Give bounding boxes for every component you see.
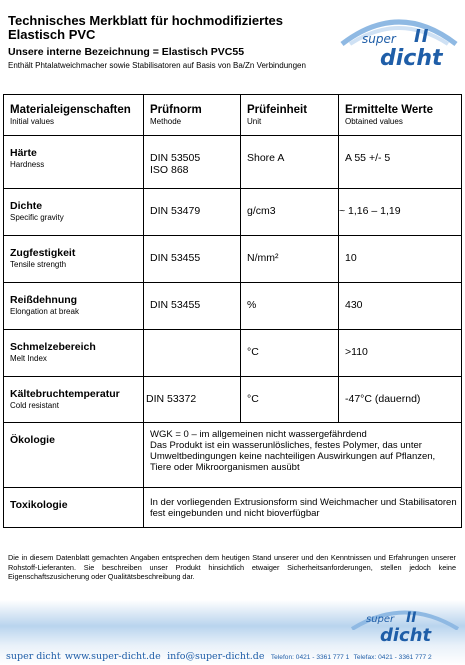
column-header: Ermittelte Werte Obtained values	[339, 95, 462, 136]
footer-email-link[interactable]: info@super-dicht.de	[167, 651, 265, 662]
property-cell: Kältebruchtemperatur Cold resistant	[4, 377, 144, 423]
value-cell: A 55 +/- 5	[339, 136, 462, 189]
table-row-toxikologie	[4, 488, 462, 528]
table-header-row	[4, 95, 462, 136]
logo-bars: II	[414, 26, 430, 47]
norm-cell: DIN 53455	[144, 283, 241, 330]
internal-designation: Unsere interne Bezeichnung = Elastisch PVC55	[8, 46, 245, 58]
norm-cell	[144, 330, 241, 377]
property-cell: Reißdehnung Elongation at break	[4, 283, 144, 330]
property-cell: Ökologie	[4, 423, 144, 488]
table-row	[4, 136, 462, 189]
logo-arc-icon	[340, 6, 458, 46]
norm-cell: DIN 53505 ISO 868	[144, 136, 241, 189]
footer-contact	[6, 651, 462, 662]
document-title: Technisches Merkblatt für hochmodifiziertes Elastisch PVC	[8, 13, 283, 42]
table-row	[4, 377, 462, 423]
super-dicht-logo	[340, 6, 458, 76]
property-cell: Schmelzebereich Melt Index	[4, 330, 144, 377]
unit-cell: °C	[241, 377, 339, 423]
logo-word-super: super	[362, 32, 396, 46]
norm-cell: DIN 53455	[144, 236, 241, 283]
logo-word-dicht: dicht	[380, 46, 443, 71]
properties-table	[3, 94, 462, 528]
oekologie-text-cell	[144, 423, 462, 488]
unit-cell: Shore A	[241, 136, 339, 189]
oekologie-line1: WGK = 0 – im allgemeinen nicht wassergefährdend	[150, 429, 367, 440]
norm-cell: DIN 53372	[144, 377, 241, 423]
property-cell: Zugfestigkeit Tensile strength	[4, 236, 144, 283]
oekologie-line2: Das Produkt ist ein wasserunlösliches, festes Polymer, das unter Umweltbedingungen keine nachteiligen Auswirkungen auf Pflanzen, Tiere oder Mikroorganismen ausübt	[150, 440, 436, 473]
footer-logo	[350, 600, 460, 650]
composition-note: Enthält Phtalatweichmacher sowie Stabilisatoren auf Basis von Ba/Zn Verbindungen	[8, 61, 306, 70]
footer-logo-bars: II	[406, 610, 417, 626]
table-row	[4, 283, 462, 330]
footer-phone: Telefon: 0421 - 3361 777 1	[270, 654, 350, 661]
unit-cell: g/cm3	[241, 189, 339, 236]
property-cell: Härte Hardness	[4, 136, 144, 189]
footer-fax: Telefax: 0421 - 3361 777 2	[353, 654, 432, 661]
unit-cell: °C	[241, 330, 339, 377]
value-cell: ~ 1,16 – 1,19	[339, 189, 462, 236]
value-cell: 10	[339, 236, 462, 283]
norm-cell: DIN 53479	[144, 189, 241, 236]
property-cell: Toxikologie	[4, 488, 144, 528]
toxikologie-text-cell: In der vorliegenden Extrusionsform sind Weichmacher und Stabilisatoren fest eingebunden und nicht bioverfügbar	[144, 488, 462, 528]
column-header: Materialeigenschaften Initial values	[4, 95, 144, 136]
unit-cell: N/mm²	[241, 236, 339, 283]
disclaimer: Die in diesem Datenblatt gemachten Angaben entsprechen dem heutigen Stand unserer und den Kenntnissen und Erfahrungen unserer Rohstoff-Lieferanten. Sie beschreiben unser Produkt hinsichtlich etwaiger Sicherheitsanforderungen, stellen jedoch keine Eigenschaftszusicherung oder Qualitätsbeschreibung dar.	[8, 553, 456, 581]
footer-brand: super dicht	[6, 651, 61, 662]
table-row	[4, 189, 462, 236]
column-header: Prüfeinheit Unit	[241, 95, 339, 136]
table-row-oekologie	[4, 423, 462, 488]
footer-logo-word-dicht: dicht	[380, 625, 432, 646]
column-header: Prüfnorm Methode	[144, 95, 241, 136]
value-cell: 430	[339, 283, 462, 330]
footer-website-link[interactable]: www.super-dicht.de	[64, 651, 161, 662]
value-cell: >110	[339, 330, 462, 377]
table-row	[4, 330, 462, 377]
value-cell: -47°C (dauernd)	[339, 377, 462, 423]
unit-cell: %	[241, 283, 339, 330]
footer-logo-word-super: super	[366, 614, 395, 625]
property-cell: Dichte Specific gravity	[4, 189, 144, 236]
table-row	[4, 236, 462, 283]
